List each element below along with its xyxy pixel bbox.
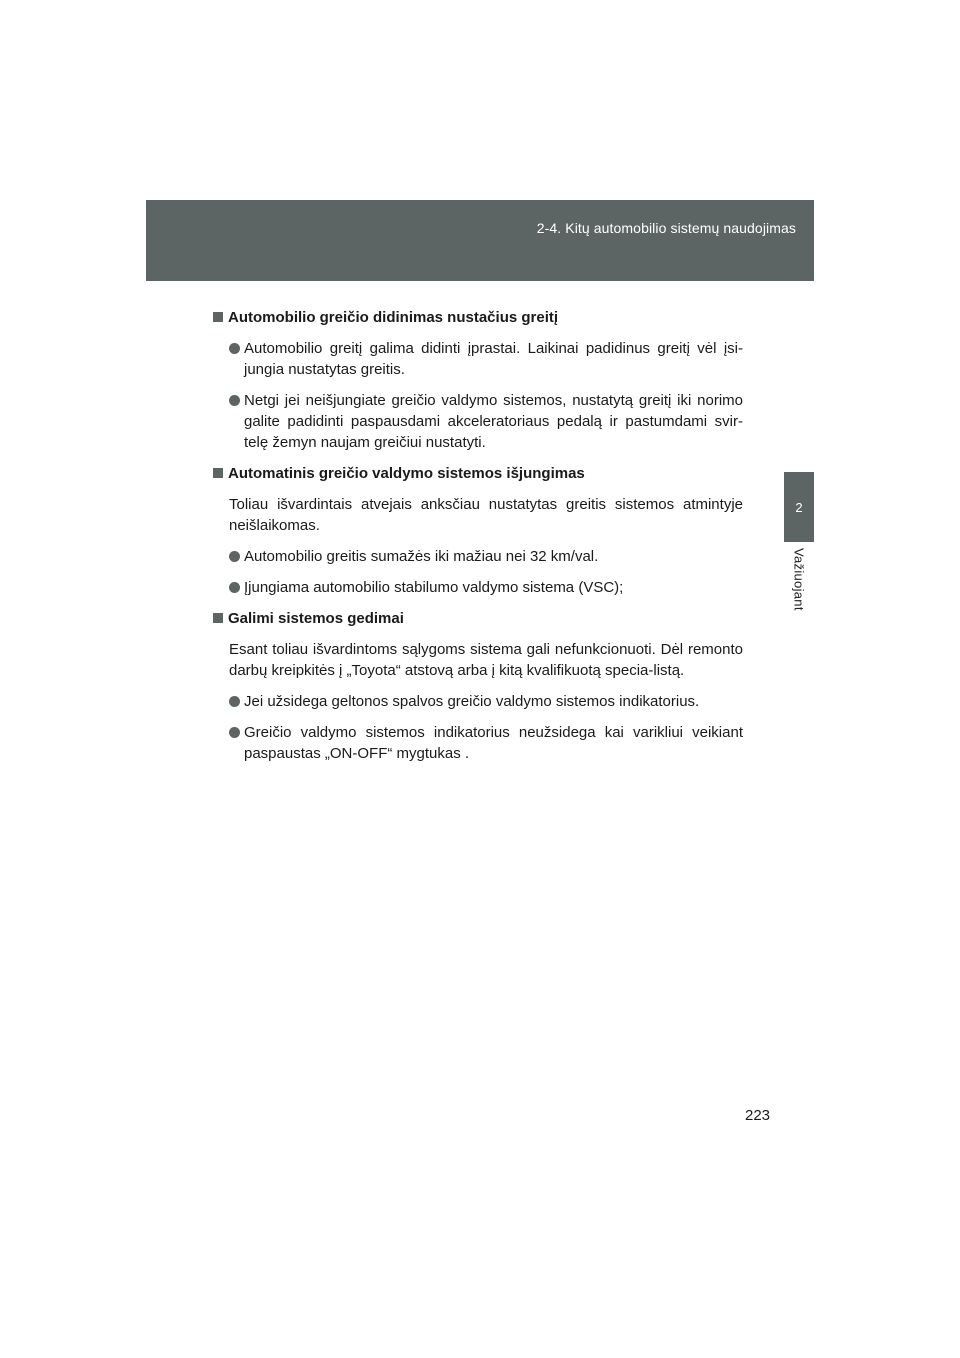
list-item-text: Jei užsidega geltonos spalvos greičio valdymo sistemos indikatorius. <box>244 693 700 710</box>
section-heading <box>213 608 743 629</box>
section-heading-text: Galimi sistemos gedimai <box>228 610 404 627</box>
circle-bullet-icon <box>229 395 240 406</box>
circle-bullet-icon <box>229 582 240 593</box>
list-item <box>229 691 743 712</box>
list-item-text: Netgi jei neišjungiate greičio valdymo sistemos, nustatytą greitį iki norimo galite padidinti paspausdami akceleratoriaus pedalą ir pastumdami svir-telę žemyn naujam greičiui nustatyti. <box>244 392 743 451</box>
section-heading <box>213 307 743 328</box>
list-item <box>229 546 743 567</box>
chapter-tab <box>784 472 814 542</box>
chapter-label-container <box>782 548 816 628</box>
section-title: 2-4. Kitų automobilio sistemų naudojimas <box>536 220 796 236</box>
section-heading <box>213 463 743 484</box>
section-heading-text: Automobilio greičio didinimas nustačius greitį <box>228 309 559 326</box>
page-content <box>213 307 743 774</box>
page-number: 223 <box>745 1107 771 1124</box>
chapter-number: 2 <box>795 499 803 515</box>
list-item <box>229 338 743 380</box>
list-item <box>229 722 743 764</box>
square-bullet-icon <box>213 613 223 623</box>
circle-bullet-icon <box>229 727 240 738</box>
section-intro: Esant toliau išvardintoms sąlygoms sistema gali nefunkcionuoti. Dėl remonto darbų kreipkitės į „Toyota“ atstovą arba į kitą kvalifikuotą specia-listą. <box>229 641 743 679</box>
square-bullet-icon <box>213 468 223 478</box>
list-item-text: Automobilio greitį galima didinti įprastai. Laikinai padidinus greitį vėl įsi-jungia nustatytas greitis. <box>244 340 743 378</box>
square-bullet-icon <box>213 312 223 322</box>
section-intro: Toliau išvardintais atvejais anksčiau nustatytas greitis sistemos atmintyje neišlaikomas. <box>229 496 743 534</box>
list-item-text: Greičio valdymo sistemos indikatorius neužsidega kai varikliui veikiant paspaustas „ON-OFF“ mygtukas . <box>244 724 743 762</box>
circle-bullet-icon <box>229 551 240 562</box>
list-item-text: Įjungiama automobilio stabilumo valdymo sistema (VSC); <box>244 579 624 596</box>
list-item <box>229 577 743 598</box>
section-heading-text: Automatinis greičio valdymo sistemos išjungimas <box>228 465 585 482</box>
circle-bullet-icon <box>229 343 240 354</box>
list-item <box>229 390 743 453</box>
list-item-text: Automobilio greitis sumažės iki mažiau nei 32 km/val. <box>244 548 599 565</box>
header-band <box>146 200 814 281</box>
circle-bullet-icon <box>229 696 240 707</box>
chapter-label: Važiuojant <box>791 548 807 611</box>
